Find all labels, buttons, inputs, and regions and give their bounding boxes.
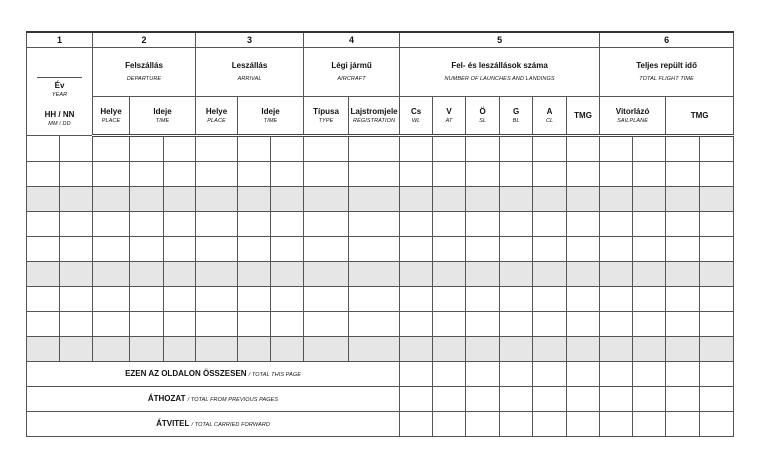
aircraft-registration-header [349, 97, 400, 136]
entry-cell[interactable] [500, 162, 533, 187]
entry-cell[interactable] [130, 162, 164, 187]
departure-time-label-en: TIME [155, 117, 170, 124]
launch-cs-header [400, 97, 433, 136]
entry-cell[interactable] [433, 287, 466, 312]
flight-logbook-table [26, 31, 734, 437]
entry-cell[interactable] [271, 162, 304, 187]
entry-cell[interactable] [600, 287, 633, 312]
entry-cell[interactable] [164, 312, 196, 337]
entry-cell[interactable] [700, 237, 734, 262]
entry-cell[interactable] [196, 162, 238, 187]
total-forward-cell[interactable] [700, 412, 734, 437]
entry-cell[interactable] [93, 237, 130, 262]
entry-cell[interactable] [238, 212, 271, 237]
entry-cell[interactable] [633, 237, 666, 262]
entry-cell[interactable] [93, 312, 130, 337]
entry-cell[interactable] [633, 136, 666, 162]
entry-cell[interactable] [130, 287, 164, 312]
arrival-time-label-en: TIME [263, 117, 278, 124]
entry-cell[interactable] [130, 136, 164, 162]
launch-tmg-label: TMG [574, 110, 592, 120]
total-previous-cell[interactable] [600, 387, 633, 412]
total-page-cell[interactable] [700, 362, 734, 387]
entry-cell[interactable] [93, 212, 130, 237]
entry-cell[interactable] [400, 312, 433, 337]
entry-cell[interactable] [271, 237, 304, 262]
launches-header [400, 48, 600, 97]
entry-cell[interactable] [533, 187, 567, 212]
tmg-time-label: TMG [690, 110, 709, 120]
entry-cell[interactable] [130, 262, 164, 287]
aircraft-label: Légi jármű [331, 61, 372, 70]
entry-cell[interactable] [238, 337, 271, 362]
entry-cell[interactable] [196, 187, 238, 212]
total-forward-cell[interactable] [567, 412, 600, 437]
column-number-5: 5 [400, 32, 600, 48]
launches-label-en: NUMBER OF LAUNCHES AND LANDINGS [444, 76, 555, 82]
departure-label: Felszállás [125, 61, 163, 70]
entry-cell[interactable] [93, 136, 130, 162]
year-label: Év [54, 81, 65, 90]
launch-o-label: Ö [479, 106, 486, 116]
entry-cell[interactable] [567, 312, 600, 337]
total-forward-cell[interactable] [666, 412, 700, 437]
table-row [27, 237, 734, 262]
entry-cell[interactable] [196, 136, 238, 162]
launch-a-label: A [546, 106, 553, 116]
entry-cell[interactable] [27, 287, 60, 312]
entry-cell[interactable] [271, 262, 304, 287]
total-forward-cell[interactable] [600, 412, 633, 437]
total-forward-cell[interactable] [633, 412, 666, 437]
entry-cell[interactable] [500, 287, 533, 312]
entry-cell[interactable] [433, 162, 466, 187]
entry-cell[interactable] [60, 262, 93, 287]
launch-o-label-en: SL [479, 117, 487, 124]
entry-cell[interactable] [600, 212, 633, 237]
column-number-3: 3 [196, 32, 304, 48]
total-page-cell[interactable] [666, 362, 700, 387]
entry-cell[interactable] [27, 312, 60, 337]
entry-cell[interactable] [304, 287, 349, 312]
entry-cell[interactable] [130, 237, 164, 262]
entry-cell[interactable] [196, 262, 238, 287]
entry-cell[interactable] [633, 337, 666, 362]
entry-cell[interactable] [60, 187, 93, 212]
entry-cell[interactable] [500, 237, 533, 262]
entry-cell[interactable] [196, 337, 238, 362]
departure-label-en: DEPARTURE [126, 76, 162, 82]
entry-cell[interactable] [164, 162, 196, 187]
entry-cell[interactable] [666, 187, 700, 212]
table-row [27, 187, 734, 212]
launch-g-label: G [512, 106, 520, 116]
sailplane-time-label: Vitorlázó [615, 106, 650, 116]
entry-cell[interactable] [466, 212, 500, 237]
entry-cell[interactable] [304, 187, 349, 212]
entry-cell[interactable] [196, 237, 238, 262]
entry-cell[interactable] [600, 237, 633, 262]
entry-cell[interactable] [27, 136, 60, 162]
total-this-page-text: EZEN AZ OLDALON ÖSSZESEN [125, 369, 247, 378]
entry-cell[interactable] [60, 337, 93, 362]
total-forward-cell[interactable] [433, 412, 466, 437]
entry-cell[interactable] [433, 262, 466, 287]
entry-cell[interactable] [500, 212, 533, 237]
year-divider [37, 77, 82, 78]
entry-cell[interactable] [164, 287, 196, 312]
column-number-2: 2 [93, 32, 196, 48]
entry-cell[interactable] [633, 162, 666, 187]
table-row [27, 287, 734, 312]
entry-cell[interactable] [93, 162, 130, 187]
entry-cell[interactable] [349, 262, 400, 287]
entry-cell[interactable] [164, 337, 196, 362]
column-number-4: 4 [304, 32, 400, 48]
table-row [27, 212, 734, 237]
entry-cell[interactable] [433, 212, 466, 237]
entry-cell[interactable] [466, 237, 500, 262]
entry-cell[interactable] [304, 262, 349, 287]
aircraft-registration-label-en: REGISTRATION [353, 117, 396, 124]
table-row [27, 136, 734, 162]
entry-cell[interactable] [271, 212, 304, 237]
total-forward-text-en: / TOTAL CARRIED FORWARD [191, 422, 270, 428]
entry-cell[interactable] [466, 162, 500, 187]
entry-cell[interactable] [27, 212, 60, 237]
total-forward-cell[interactable] [400, 412, 433, 437]
entry-cell[interactable] [349, 287, 400, 312]
launch-g-label-en: BL [512, 117, 520, 124]
table-row [27, 312, 734, 337]
entry-cell[interactable] [567, 337, 600, 362]
entry-cell[interactable] [633, 262, 666, 287]
total-forward-text: ÁTVITEL [156, 419, 190, 428]
aircraft-type-label-en: TYPE [318, 117, 334, 124]
arrival-time-header [238, 97, 304, 136]
departure-time-header [130, 97, 196, 136]
total-previous-cell[interactable] [567, 387, 600, 412]
entry-cell[interactable] [304, 337, 349, 362]
total-previous-cell[interactable] [500, 387, 533, 412]
entry-cell[interactable] [271, 337, 304, 362]
entry-cell[interactable] [349, 237, 400, 262]
total-previous-cell[interactable] [400, 387, 433, 412]
entry-cell[interactable] [633, 187, 666, 212]
entry-cell[interactable] [238, 262, 271, 287]
entry-cell[interactable] [93, 187, 130, 212]
aircraft-header [304, 48, 400, 97]
table-row [27, 262, 734, 287]
launches-label: Fel- és leszállások száma [451, 61, 548, 70]
entry-cell[interactable] [567, 287, 600, 312]
entry-cell[interactable] [164, 262, 196, 287]
entry-cell[interactable] [238, 312, 271, 337]
entry-cell[interactable] [533, 212, 567, 237]
launch-v-header [433, 97, 466, 136]
entry-cell[interactable] [567, 212, 600, 237]
flight-time-label-en: TOTAL FLIGHT TIME [639, 76, 694, 82]
entry-cell[interactable] [93, 337, 130, 362]
total-forward-label [27, 412, 400, 437]
total-page-cell[interactable] [567, 362, 600, 387]
entry-cell[interactable] [238, 287, 271, 312]
entry-cell[interactable] [600, 162, 633, 187]
entry-cell[interactable] [466, 287, 500, 312]
entry-cell[interactable] [466, 337, 500, 362]
total-previous-cell[interactable] [666, 387, 700, 412]
total-this-page-text-en: / TOTAL THIS PAGE [248, 372, 301, 378]
arrival-place-label: Helye [205, 106, 228, 116]
total-previous-cell[interactable] [633, 387, 666, 412]
departure-time-label: Ideje [153, 106, 172, 116]
total-previous-text: ÁTHOZAT [147, 394, 186, 403]
total-previous-cell[interactable] [433, 387, 466, 412]
entry-cell[interactable] [700, 287, 734, 312]
launch-o-header [466, 97, 500, 136]
year-label-en: YEAR [51, 92, 68, 98]
entry-cell[interactable] [600, 262, 633, 287]
entry-cell[interactable] [304, 312, 349, 337]
entry-cell[interactable] [304, 162, 349, 187]
sailplane-time-label-en: SAILPLANE [617, 117, 649, 124]
entry-cell[interactable] [666, 136, 700, 162]
year-header [27, 48, 93, 136]
launch-cs-label-en: WL [411, 117, 421, 124]
total-page-cell[interactable] [633, 362, 666, 387]
entry-cell[interactable] [666, 312, 700, 337]
entry-cell[interactable] [466, 187, 500, 212]
launch-v-label-en: AT [445, 117, 453, 124]
entry-cell[interactable] [500, 187, 533, 212]
departure-place-header [93, 97, 130, 136]
entry-cell[interactable] [533, 162, 567, 187]
table-row [27, 162, 734, 187]
entry-cell[interactable] [666, 237, 700, 262]
entry-cell[interactable] [349, 312, 400, 337]
departure-place-label: Helye [100, 106, 122, 116]
entry-cell[interactable] [600, 136, 633, 162]
entry-cell[interactable] [533, 136, 567, 162]
aircraft-type-header [304, 97, 349, 136]
date-label: HH / NN [44, 110, 75, 119]
sailplane-time-header [600, 97, 666, 136]
aircraft-type-label: Típusa [313, 106, 339, 116]
entry-cell[interactable] [196, 312, 238, 337]
entry-cell[interactable] [700, 337, 734, 362]
entry-cell[interactable] [304, 136, 349, 162]
launch-cs-label: Cs [410, 106, 422, 116]
departure-header [93, 48, 196, 97]
entry-cell[interactable] [666, 337, 700, 362]
arrival-time-label: Ideje [261, 106, 280, 116]
launch-g-header [500, 97, 533, 136]
entry-cell[interactable] [27, 237, 60, 262]
total-page-cell[interactable] [433, 362, 466, 387]
entry-cell[interactable] [433, 312, 466, 337]
entry-cell[interactable] [27, 262, 60, 287]
entry-cell[interactable] [304, 212, 349, 237]
total-forward-cell[interactable] [533, 412, 567, 437]
aircraft-registration-label: Lajstromjele [350, 106, 398, 116]
entry-cell[interactable] [400, 187, 433, 212]
entry-cell[interactable] [666, 162, 700, 187]
entry-cell[interactable] [93, 287, 130, 312]
table-row [27, 337, 734, 362]
entry-cell[interactable] [533, 312, 567, 337]
launch-a-header [533, 97, 567, 136]
entry-cell[interactable] [400, 287, 433, 312]
entry-cell[interactable] [60, 212, 93, 237]
entry-cell[interactable] [130, 312, 164, 337]
total-forward-cell[interactable] [466, 412, 500, 437]
entry-cell[interactable] [567, 262, 600, 287]
entry-cell[interactable] [700, 262, 734, 287]
entry-cell[interactable] [466, 262, 500, 287]
entry-cell[interactable] [466, 312, 500, 337]
entry-cell[interactable] [60, 237, 93, 262]
entry-cell[interactable] [633, 212, 666, 237]
entry-cell[interactable] [700, 187, 734, 212]
entry-cell[interactable] [700, 312, 734, 337]
entry-cell[interactable] [238, 237, 271, 262]
launch-v-label: V [446, 106, 452, 116]
total-forward-cell[interactable] [500, 412, 533, 437]
total-page-cell[interactable] [533, 362, 567, 387]
entry-cell[interactable] [27, 337, 60, 362]
entry-cell[interactable] [238, 136, 271, 162]
entry-cell[interactable] [60, 162, 93, 187]
entry-cell[interactable] [633, 287, 666, 312]
total-previous-label [27, 387, 400, 412]
arrival-place-header [196, 97, 238, 136]
flight-time-header [600, 48, 734, 97]
entry-cell[interactable] [533, 287, 567, 312]
entry-cell[interactable] [500, 136, 533, 162]
date-label-en: MM / DD [48, 121, 71, 127]
entry-cell[interactable] [533, 237, 567, 262]
aircraft-label-en: AIRCRAFT [337, 76, 366, 82]
arrival-label-en: ARRIVAL [237, 76, 262, 82]
entry-cell[interactable] [500, 262, 533, 287]
entry-cell[interactable] [164, 136, 196, 162]
entry-cell[interactable] [433, 237, 466, 262]
entry-cell[interactable] [500, 337, 533, 362]
arrival-header [196, 48, 304, 97]
entry-cell[interactable] [164, 212, 196, 237]
entry-cell[interactable] [271, 312, 304, 337]
entry-cell[interactable] [349, 136, 400, 162]
total-page-cell[interactable] [500, 362, 533, 387]
entry-cell[interactable] [533, 337, 567, 362]
entry-cell[interactable] [700, 212, 734, 237]
entry-cell[interactable] [60, 136, 93, 162]
arrival-label: Leszállás [231, 61, 268, 70]
entry-cell[interactable] [60, 287, 93, 312]
entry-cell[interactable] [500, 312, 533, 337]
entry-cell[interactable] [271, 287, 304, 312]
entry-rows [27, 136, 734, 362]
entry-cell[interactable] [164, 187, 196, 212]
entry-cell[interactable] [196, 212, 238, 237]
entry-cell[interactable] [271, 136, 304, 162]
entry-cell[interactable] [349, 337, 400, 362]
entry-cell[interactable] [400, 262, 433, 287]
entry-cell[interactable] [271, 187, 304, 212]
entry-cell[interactable] [666, 262, 700, 287]
entry-cell[interactable] [567, 187, 600, 212]
total-previous-text-en: / TOTAL FROM PREVIOUS PAGES [187, 397, 279, 403]
entry-cell[interactable] [600, 337, 633, 362]
entry-cell[interactable] [666, 287, 700, 312]
entry-cell[interactable] [130, 187, 164, 212]
total-page-cell[interactable] [600, 362, 633, 387]
entry-cell[interactable] [238, 162, 271, 187]
entry-cell[interactable] [93, 262, 130, 287]
entry-cell[interactable] [349, 162, 400, 187]
total-page-cell[interactable] [400, 362, 433, 387]
total-previous-cell[interactable] [533, 387, 567, 412]
entry-cell[interactable] [349, 212, 400, 237]
entry-cell[interactable] [27, 162, 60, 187]
tmg-time-header [666, 97, 734, 136]
entry-cell[interactable] [700, 136, 734, 162]
entry-cell[interactable] [60, 312, 93, 337]
entry-cell[interactable] [130, 212, 164, 237]
arrival-place-label-en: PLACE [207, 117, 226, 124]
entry-cell[interactable] [567, 162, 600, 187]
flight-time-label: Teljes repült idő [636, 61, 697, 70]
total-this-page-label [27, 362, 400, 387]
entry-cell[interactable] [349, 187, 400, 212]
entry-cell[interactable] [27, 187, 60, 212]
total-page-cell[interactable] [466, 362, 500, 387]
entry-cell[interactable] [466, 136, 500, 162]
entry-cell[interactable] [433, 187, 466, 212]
entry-cell[interactable] [400, 136, 433, 162]
entry-cell[interactable] [666, 212, 700, 237]
entry-cell[interactable] [700, 162, 734, 187]
column-number-6: 6 [600, 32, 734, 48]
entry-cell[interactable] [433, 337, 466, 362]
entry-cell[interactable] [400, 237, 433, 262]
entry-cell[interactable] [164, 237, 196, 262]
entry-cell[interactable] [238, 187, 271, 212]
entry-cell[interactable] [400, 337, 433, 362]
entry-cell[interactable] [400, 212, 433, 237]
entry-cell[interactable] [304, 237, 349, 262]
entry-cell[interactable] [196, 287, 238, 312]
entry-cell[interactable] [600, 312, 633, 337]
departure-place-label-en: PLACE [101, 117, 121, 124]
entry-cell[interactable] [130, 337, 164, 362]
column-number-1: 1 [27, 32, 93, 48]
entry-cell[interactable] [633, 312, 666, 337]
entry-cell[interactable] [567, 237, 600, 262]
entry-cell[interactable] [567, 136, 600, 162]
total-previous-cell[interactable] [700, 387, 734, 412]
launch-a-label-en: CL [545, 117, 554, 124]
entry-cell[interactable] [600, 187, 633, 212]
total-previous-cell[interactable] [466, 387, 500, 412]
launch-tmg-header [567, 97, 600, 136]
entry-cell[interactable] [533, 262, 567, 287]
entry-cell[interactable] [433, 136, 466, 162]
entry-cell[interactable] [400, 162, 433, 187]
